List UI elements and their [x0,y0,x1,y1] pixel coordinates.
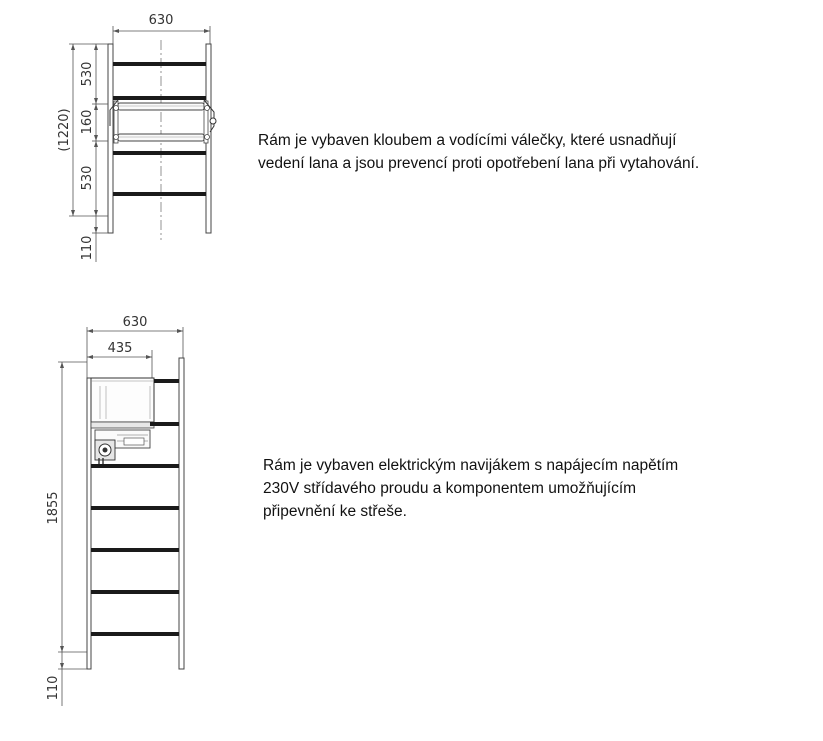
rung [113,192,206,196]
dim-width-top-2 [87,315,183,378]
rung [113,151,206,155]
description-winch-frame [263,454,678,523]
rung [91,590,179,594]
dim-label-110-1: 110 [80,235,95,261]
dim-bottom-110-2 [46,652,87,706]
dim-label-1220: (1220) [57,108,72,152]
rung [91,506,179,510]
dim-label-1855: 1855 [46,491,61,525]
rung [91,464,179,468]
hinge-roller-assembly [110,100,216,143]
dim-label-530-upper: 530 [80,61,95,87]
rung [91,632,179,636]
description-hinged-frame [258,129,699,175]
description-line: připevnění ke střeše. [263,503,407,520]
winch-motor [95,430,150,464]
dim-chain-vertical-1 [80,44,108,262]
dim-height-1855 [46,362,87,652]
frame-drawing-winch [46,315,184,706]
dim-label-630-2: 630 [122,315,148,330]
dim-label-435: 435 [107,341,133,356]
left-rail-2 [87,378,91,669]
description-line: vedení lana a jsou prevencí proti opotřebení lana při vytahování. [258,155,700,172]
winch-housing [91,378,154,428]
dim-label-630-1: 630 [148,13,174,28]
rung [91,548,179,552]
dim-label-530-lower: 530 [80,165,95,191]
frame-drawing-hinged [57,13,216,262]
right-rail-2 [179,358,184,669]
description-line: Rám je vybaven elektrickým navijákem s napájecím napětím [263,457,679,474]
description-line: 230V střídavého proudu a komponentem umožňujícím [263,480,637,497]
dim-width-top-1 [113,13,210,44]
dim-width-winch [87,341,152,378]
rung [113,62,206,66]
left-rail [108,44,113,233]
rung [150,422,179,426]
dim-label-160: 160 [80,109,95,135]
dim-label-110-2: 110 [46,675,61,701]
rung [113,96,206,100]
description-line: Rám je vybaven kloubem a vodícími válečky, které usnadňují [258,132,677,149]
rung [154,379,179,383]
